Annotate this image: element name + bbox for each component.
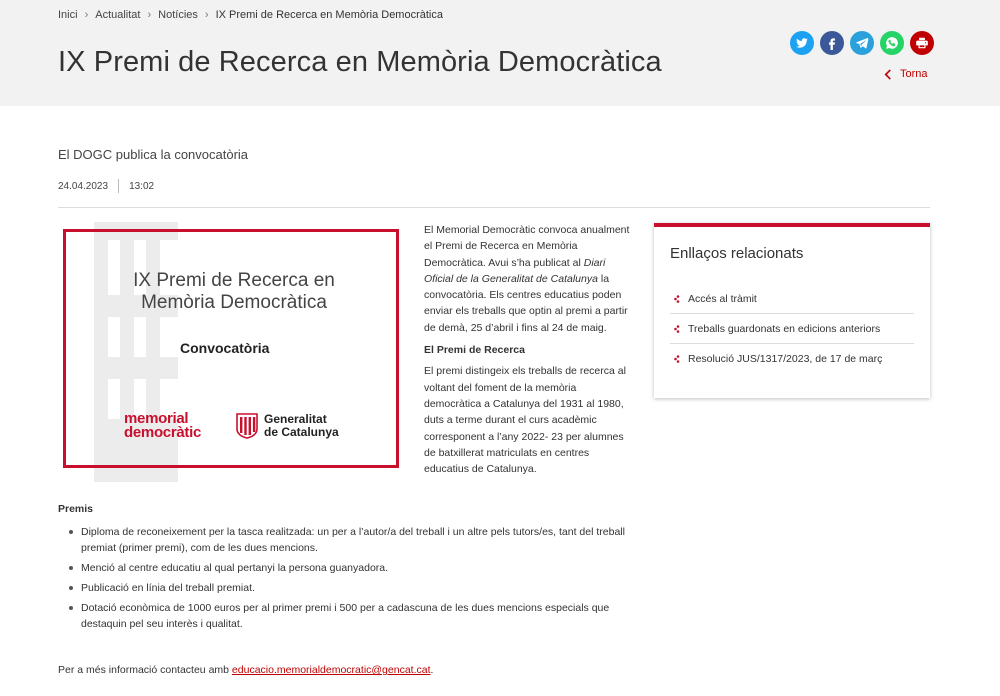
prizes-section xyxy=(58,503,638,636)
twitter-share-button[interactable] xyxy=(790,31,814,55)
page-title: IX Premi de Recerca en Memòria Democràtica xyxy=(58,46,662,78)
senyera-shield-icon xyxy=(236,413,258,439)
twitter-icon xyxy=(795,36,809,50)
dogc-emphasis: Diari Oficial de la Generalitat de Catalunya xyxy=(424,256,606,285)
poster-image xyxy=(58,222,410,482)
prizes-heading: Premis xyxy=(58,503,94,515)
article-paragraph: El premi distingeix els treballs de recerca al voltant del foment de la memòria democràtica a Catalunya del 1931 al 1980, duts a terme durant el curs acadèmic corresponent a l’any 2022- 23 per alumnes de batxillerat matriculats en centres educatius de Catalunya. xyxy=(424,365,626,476)
related-links-title: Enllaços relacionats xyxy=(670,245,804,262)
list-item: Diploma de reconeixement per la tasca realitzada: un per a l’autor/a del treball i un altre pels tutors/es, tant del treball premiat (primer premi), com de les dues mencions. xyxy=(58,524,638,556)
poster-title-line1: IX Premi de Recerca en xyxy=(133,270,335,291)
share-bar xyxy=(790,31,934,55)
paragraph-text: la convocatòria. Els centres educatius poden enviar els treballs que optin al premi a partir de demà, 25 d’abril i fins al 24 de maig. xyxy=(424,272,628,334)
memorial-logo-line2: democràtic xyxy=(124,424,202,441)
breadcrumb-actualitat[interactable]: Actualitat xyxy=(95,9,141,21)
poster-title-line2: Memòria Democràtica xyxy=(141,292,327,313)
whatsapp-share-button[interactable] xyxy=(880,31,904,55)
breadcrumb-current: IX Premi de Recerca en Memòria Democràtica xyxy=(215,9,443,21)
generalitat-logo-line1: Generalitat xyxy=(264,412,327,426)
list-item: Menció al centre educatiu al qual pertanyi la persona guanyadora. xyxy=(58,560,638,576)
memorial-democratic-logo xyxy=(124,412,201,440)
related-link-label: Treballs guardonats en edicions anteriors xyxy=(688,322,881,335)
article-meta xyxy=(58,179,154,193)
divider xyxy=(58,207,930,208)
article-subtitle: El DOGC publica la convocatòria xyxy=(58,147,249,162)
breadcrumb-noticies[interactable]: Notícies xyxy=(158,9,198,21)
breadcrumb-home[interactable]: Inici xyxy=(58,9,78,21)
list-item: Dotació econòmica de 1000 euros per al primer premi i 500 per a cadascuna de les dues mencions especials que destaquin pel seu interès i qualitat. xyxy=(58,600,638,632)
breadcrumb-separator: › xyxy=(84,9,89,21)
facebook-icon xyxy=(825,36,839,50)
breadcrumb-separator: › xyxy=(204,9,209,21)
publish-date: 24.04.2023 xyxy=(58,180,109,192)
bullet-dots-icon xyxy=(674,325,682,333)
breadcrumb xyxy=(58,9,443,21)
whatsapp-icon xyxy=(885,36,899,50)
meta-divider xyxy=(118,179,119,193)
related-link-label: Resolució JUS/1317/2023, de 17 de març xyxy=(688,353,883,365)
print-icon xyxy=(915,36,929,50)
bullet-dots-icon xyxy=(674,355,682,363)
bullet-dots-icon xyxy=(674,295,682,303)
telegram-icon xyxy=(855,36,869,50)
generalitat-logo xyxy=(236,413,339,439)
related-links-box xyxy=(654,223,930,398)
related-link[interactable] xyxy=(670,344,914,374)
generalitat-logo-line2: de Catalunya xyxy=(264,425,339,439)
back-link[interactable] xyxy=(884,68,928,80)
article-paragraph xyxy=(424,222,634,336)
publish-time: 13:02 xyxy=(129,180,155,192)
facebook-share-button[interactable] xyxy=(820,31,844,55)
article-body xyxy=(424,222,634,483)
contact-end: . xyxy=(430,664,434,676)
back-label: Torna xyxy=(900,68,928,80)
contact-line xyxy=(58,664,433,676)
breadcrumb-separator: › xyxy=(147,9,152,21)
related-link[interactable] xyxy=(670,284,914,314)
contact-email-link[interactable]: educacio.memorialdemocratic@gencat.cat xyxy=(231,664,431,676)
print-button[interactable] xyxy=(910,31,934,55)
poster-title xyxy=(58,270,410,314)
chevron-left-icon xyxy=(884,69,892,80)
related-link[interactable] xyxy=(670,314,914,344)
telegram-share-button[interactable] xyxy=(850,31,874,55)
section-heading: El Premi de Recerca xyxy=(424,344,525,357)
contact-text: Per a més informació contacteu amb xyxy=(58,664,232,676)
related-link-label: Accés al tràmit xyxy=(688,292,757,305)
paragraph-text: El Memorial Democràtic convoca anualment el Premi de Recerca en Memòria Democràtica. Avui s’ha publicat al xyxy=(424,224,630,269)
poster-subtitle: Convocatòria xyxy=(180,340,270,356)
list-item: Publicació en línia del treball premiat. xyxy=(58,580,638,596)
memorial-logo-line1: memorial xyxy=(124,410,189,427)
